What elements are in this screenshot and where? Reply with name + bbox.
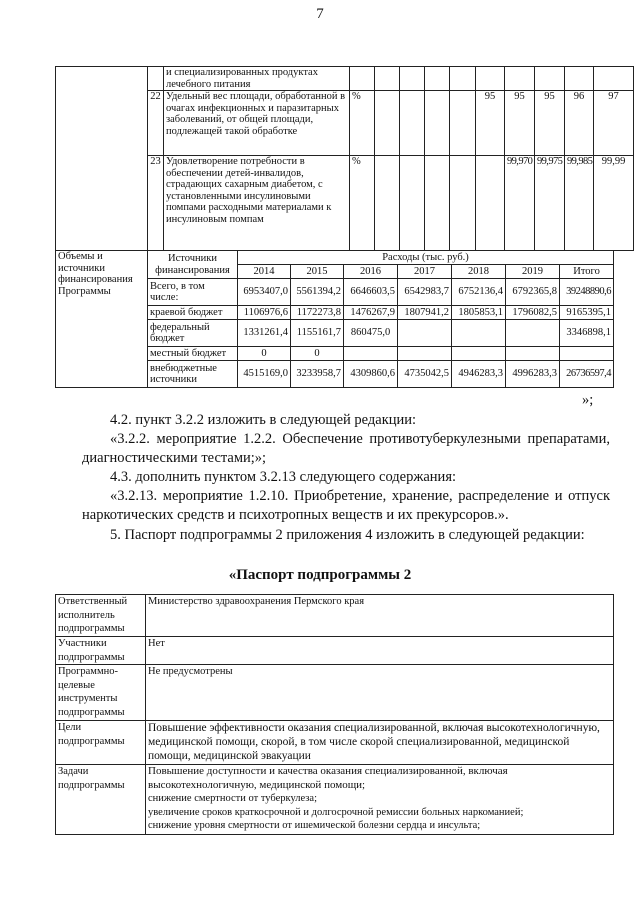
funding-source: местный бюджет — [148, 347, 238, 361]
funding-value: 1155161,7 — [291, 320, 344, 347]
passport-title: «Паспорт подпрограммы 2 — [228, 567, 412, 583]
funding-value: 1805853,1 — [452, 306, 506, 320]
funding-value: 1331261,4 — [238, 320, 291, 347]
funding-source: Всего, в том числе: — [148, 279, 238, 306]
indicator-continuation-text: и специализированных продуктах лечебного питания — [164, 67, 350, 91]
funding-value: 6792365,8 — [506, 279, 560, 306]
passport-value: Министерство здравоохранения Пермского края — [146, 595, 614, 637]
paragraph-4-3: 4.3. дополнить пунктом 3.2.13 следующего содержания: — [110, 469, 457, 485]
funding-value: 4735042,5 — [398, 361, 452, 388]
passport-row — [56, 721, 614, 765]
passport-row — [56, 665, 614, 721]
paragraph-3-2-2: «3.2.2. мероприятие 1.2.2. Обеспечение противотуберкулезными препаратами, диагностическими тестами;»; — [82, 431, 610, 466]
funding-value — [398, 320, 452, 347]
passport-row — [56, 637, 614, 665]
passport-value — [146, 765, 614, 835]
funding-value: 860475,0 — [344, 320, 398, 347]
expenses-header: Расходы (тыс. руб.) — [238, 251, 614, 265]
funding-value: 4946283,3 — [452, 361, 506, 388]
passport-label: Задачи подпрограммы — [56, 765, 146, 835]
indicator-value: 99,99 — [594, 156, 634, 251]
paragraph-5: 5. Паспорт подпрограммы 2 приложения 4 изложить в следующей редакции: — [110, 527, 585, 543]
funding-value: 26736597,4 — [560, 361, 614, 388]
task-item: увеличение сроков краткосрочной и долгосрочной ремиссии больных наркоманией; — [148, 806, 524, 818]
task-item: снижение уровня смертности от ишемической болезни сердца и инсульта; — [148, 820, 481, 831]
passport-table — [55, 594, 614, 835]
funding-value: 3233958,7 — [291, 361, 344, 388]
funding-value: 1106976,6 — [238, 306, 291, 320]
funding-value: 4515169,0 — [238, 361, 291, 388]
year-header: 2014 — [238, 265, 291, 279]
indicator-text: Удельный вес площади, обработанной в очагах инфекционных и паразитарных заболеваний, от общей площади, подлежащей такой обработке — [164, 91, 350, 156]
funding-value: 1476267,9 — [344, 306, 398, 320]
indicator-value: 95 — [505, 91, 535, 156]
funding-value: 0 — [291, 347, 344, 361]
task-item: Повышение доступности и качества оказания специализированной, включая высокотехнологичную, медицинской помощи; — [148, 765, 508, 791]
funding-value: 1796082,5 — [506, 306, 560, 320]
funding-value: 6542983,7 — [398, 279, 452, 306]
passport-label: Участники подпрограммы — [56, 637, 146, 665]
indicator-value: 96 — [565, 91, 594, 156]
indicator-value: 95 — [535, 91, 565, 156]
funding-value: 0 — [238, 347, 291, 361]
passport-label: Ответственный исполнитель подпрограммы — [56, 595, 146, 637]
indicator-value: 95 — [476, 91, 505, 156]
funding-value: 6646603,5 — [344, 279, 398, 306]
indicators-table — [55, 66, 634, 251]
funding-value: 9165395,1 — [560, 306, 614, 320]
year-header: 2019 — [506, 265, 560, 279]
year-header: 2018 — [452, 265, 506, 279]
funding-value: 4309860,6 — [344, 361, 398, 388]
funding-source: краевой бюджет — [148, 306, 238, 320]
funding-value: 6752136,4 — [452, 279, 506, 306]
paragraph-4-2: 4.2. пункт 3.2.2 изложить в следующей редакции: — [110, 412, 417, 428]
passport-row — [56, 595, 614, 637]
indicator-continuation-row — [56, 67, 634, 91]
indicator-value: 99,970 — [505, 156, 535, 251]
funding-source: федеральный бюджет — [148, 320, 238, 347]
sources-header: Источники финансирования — [148, 251, 238, 279]
passport-value: Не предусмотрены — [146, 665, 614, 721]
year-header: 2017 — [398, 265, 452, 279]
indicator-text: Удовлетворение потребности в обеспечении детей-инвалидов, страдающих сахарным диабетом, с установленными инсулиновыми помпами расходными материалами к инсулиновым помпам — [164, 156, 350, 251]
funding-value: 39248890,6 — [560, 279, 614, 306]
funding-table — [55, 250, 614, 388]
closing-quote: »; — [582, 392, 594, 408]
indicator-unit: % — [350, 156, 375, 251]
funding-value: 4996283,3 — [506, 361, 560, 388]
paragraph-3-2-13: «3.2.13. мероприятие 1.2.10. Приобретение, хранение, распределение и отпуск наркотических средств и психотропных веществ и их прекурсоров.». — [82, 488, 610, 523]
funding-label: Объемы и источники финансирования Программы — [56, 251, 148, 388]
indicator-value: 97 — [594, 91, 634, 156]
year-header: 2016 — [344, 265, 398, 279]
passport-value: Нет — [146, 637, 614, 665]
passport-label: Программно-целевые инструменты подпрограммы — [56, 665, 146, 721]
funding-value: 1172273,8 — [291, 306, 344, 320]
year-header: Итого — [560, 265, 614, 279]
funding-value: 1807941,2 — [398, 306, 452, 320]
indicator-number: 23 — [148, 156, 164, 251]
passport-value: Повышение эффективности оказания специализированной, включая высокотехнологичную, медицинской помощи, скорой, в том числе скорой специализированной, медицинской помощи, медицинской эвакуации — [146, 721, 614, 765]
indicator-unit: % — [350, 91, 375, 156]
indicator-value: 99,985 — [565, 156, 594, 251]
task-item: снижение смертности от туберкулеза; — [148, 793, 317, 804]
funding-value — [452, 320, 506, 347]
passport-row — [56, 765, 614, 835]
funding-value — [506, 320, 560, 347]
indicator-number: 22 — [148, 91, 164, 156]
page-number: 7 — [316, 6, 324, 22]
funding-value: 3346898,1 — [560, 320, 614, 347]
year-header: 2015 — [291, 265, 344, 279]
indicator-value: 99,975 — [535, 156, 565, 251]
passport-label: Цели подпрограммы — [56, 721, 146, 765]
funding-value: 6953407,0 — [238, 279, 291, 306]
funding-value: 5561394,2 — [291, 279, 344, 306]
funding-source: внебюджетные источники — [148, 361, 238, 388]
